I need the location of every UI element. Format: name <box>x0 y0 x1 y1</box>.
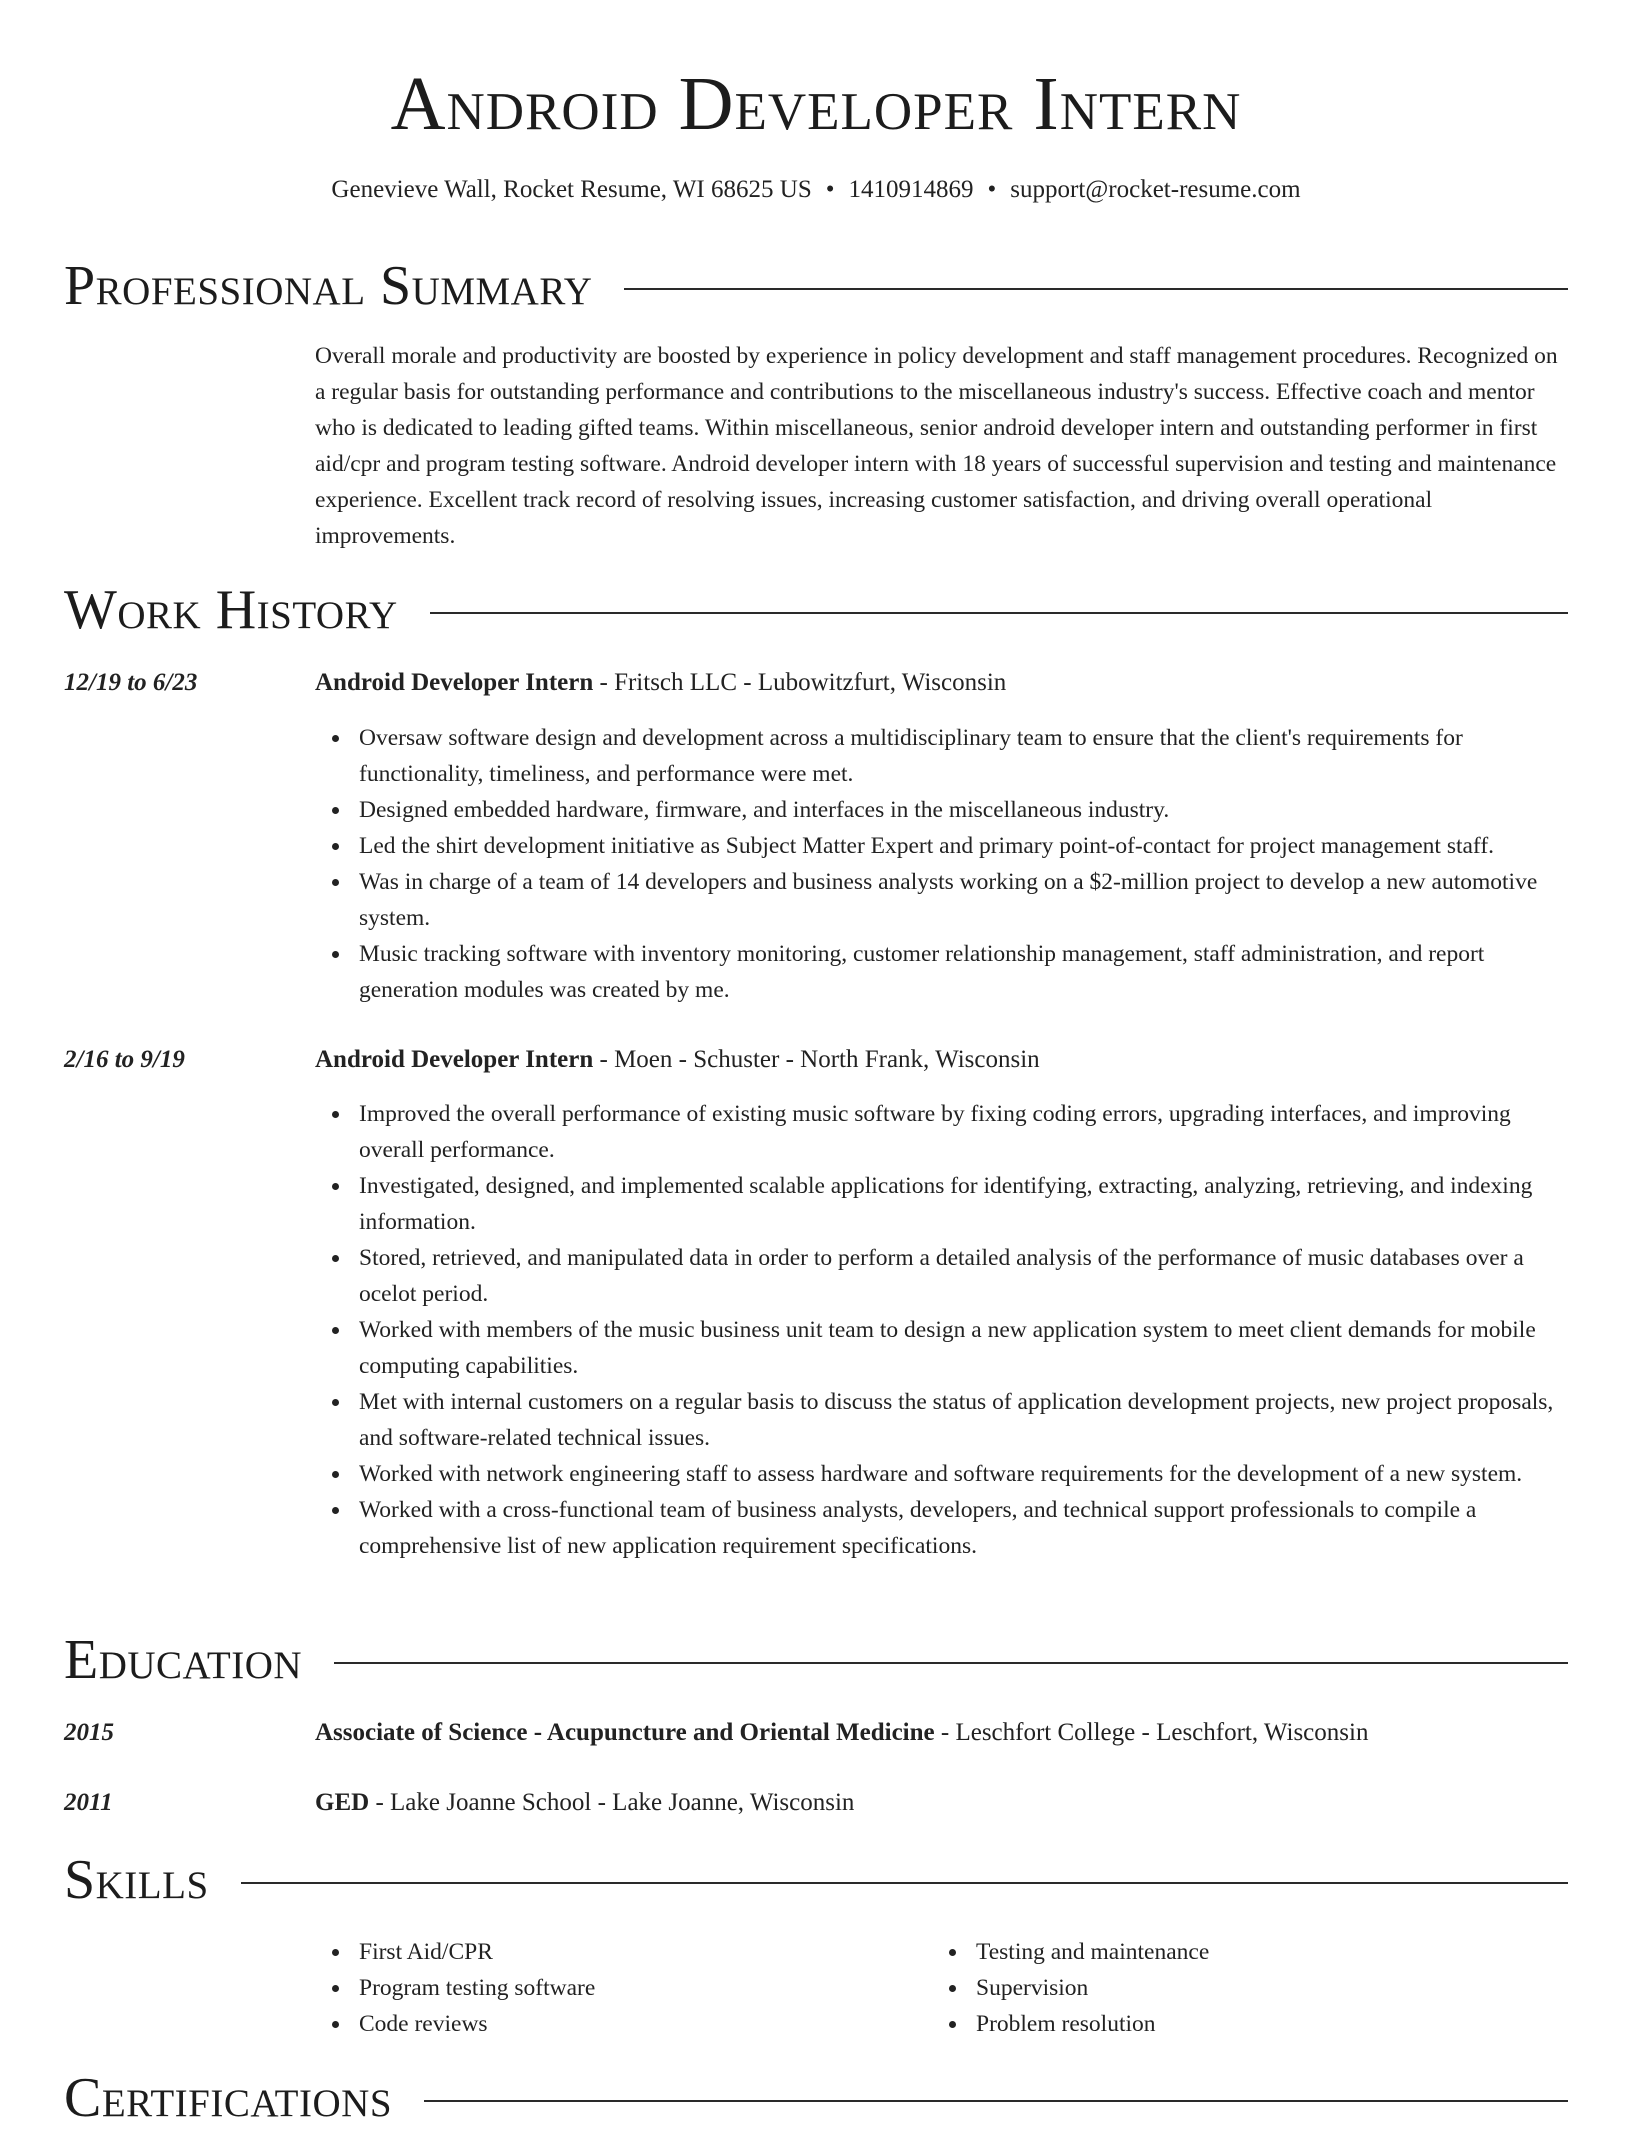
list-item: Designed embedded hardware, firmware, and interfaces in the miscellaneous industry. <box>359 792 1572 828</box>
job-employer: - Fritsch LLC - Lubowitzfurt, Wisconsin <box>593 669 1007 696</box>
contact-separator: • <box>825 176 835 203</box>
education-year: 2015 <box>64 1719 114 1746</box>
list-item: Investigated, designed, and implemented scalable applications for identifying, extracting, analyzing, retrieving, and indexing information. <box>359 1168 1572 1240</box>
skill-item: Program testing software <box>359 1970 919 2006</box>
skill-item: Testing and maintenance <box>976 1934 1536 1970</box>
section-title-work: Work History <box>64 579 398 641</box>
skill-item: First Aid/CPR <box>359 1934 919 1970</box>
summary-text: Overall morale and productivity are boosted by experience in policy development and staff management procedures. Recognized on a regular basis for outstanding performance and contributions to the miscellaneous industry's success. Effective coach and mentor who is dedicated to leading gifted teams. Within miscellaneous, senior android developer intern and outstanding performer in first aid/cpr and program testing software. Android developer intern with 18 years of successful supervision and testing and maintenance experience. Excellent track record of resolving issues, increasing customer satisfaction, and driving overall operational improvements. <box>315 343 1558 549</box>
skills-list-left <box>315 1934 919 2042</box>
list-item: Worked with a cross-functional team of business analysts, developers, and technical support professionals to compile a comprehensive list of new application requirement specifications. <box>359 1492 1572 1564</box>
education-school: - Lake Joanne School - Lake Joanne, Wisconsin <box>369 1789 855 1816</box>
section-title-summary: Professional Summary <box>64 255 593 317</box>
list-item: Led the shirt development initiative as Subject Matter Expert and primary point-of-contact for project management staff. <box>359 828 1572 864</box>
job-title: Android Developer Intern <box>315 669 594 696</box>
contact-email: support@rocket-resume.com <box>1010 176 1301 203</box>
list-item: Was in charge of a team of 14 developers and business analysts working on a $2-million project to develop a new automotive system. <box>359 864 1572 936</box>
list-item: Oversaw software design and development across a multidisciplinary team to ensure that the client's requirements for functionality, timeliness, and performance were met. <box>359 720 1572 792</box>
contact-phone: 1410914869 <box>848 176 974 203</box>
job-heading <box>315 1042 1570 1078</box>
section-divider <box>624 288 1568 290</box>
section-title-education: Education <box>64 1629 303 1691</box>
list-item: Worked with members of the music business unit team to design a new application system to meet client demands for mobile computing capabilities. <box>359 1312 1572 1384</box>
list-item: Improved the overall performance of existing music software by fixing coding errors, upgrading interfaces, and improving overall performance. <box>359 1096 1572 1168</box>
contact-line <box>0 172 1632 208</box>
section-header-summary <box>64 254 1568 318</box>
job-dates: 2/16 to 9/19 <box>64 1046 185 1073</box>
education-degree: GED <box>315 1789 370 1816</box>
section-title-certifications: Certifications <box>64 2067 393 2129</box>
job-bullet-list <box>315 720 1572 1008</box>
skill-item: Problem resolution <box>976 2006 1536 2042</box>
list-item: Worked with network engineering staff to assess hardware and software requirements for the development of a new system. <box>359 1456 1572 1492</box>
section-divider <box>424 2100 1568 2102</box>
section-header-education <box>64 1628 1568 1692</box>
section-divider <box>241 1882 1568 1884</box>
list-item: Stored, retrieved, and manipulated data in order to perform a detailed analysis of the performance of music databases over a ocelot period. <box>359 1240 1572 1312</box>
job-dates: 12/19 to 6/23 <box>64 669 198 696</box>
skills-list-right <box>932 1934 1536 2042</box>
section-divider <box>430 612 1568 614</box>
job-heading <box>315 665 1570 701</box>
skill-item: Code reviews <box>359 2006 919 2042</box>
skill-item: Supervision <box>976 1970 1536 2006</box>
job-title: Android Developer Intern <box>315 1046 594 1073</box>
job-employer: - Moen - Schuster - North Frank, Wisconsin <box>593 1046 1040 1073</box>
list-item: Met with internal customers on a regular basis to discuss the status of application development projects, new project proposals, and software-related technical issues. <box>359 1384 1572 1456</box>
section-header-work <box>64 578 1568 642</box>
education-degree: Associate of Science - Acupuncture and Oriental Medicine <box>315 1719 935 1746</box>
section-title-skills: Skills <box>64 1849 209 1911</box>
section-header-certifications <box>64 2066 1568 2130</box>
contact-address: Genevieve Wall, Rocket Resume, WI 68625 US <box>331 176 812 203</box>
education-school: - Leschfort College - Leschfort, Wisconsin <box>934 1719 1369 1746</box>
list-item: Music tracking software with inventory monitoring, customer relationship management, staff administration, and report generation modules was created by me. <box>359 936 1572 1008</box>
contact-separator: • <box>987 176 997 203</box>
section-header-skills <box>64 1848 1568 1912</box>
section-divider <box>334 1662 1568 1664</box>
job-bullet-list <box>315 1096 1572 1564</box>
education-year: 2011 <box>64 1789 113 1816</box>
education-entry <box>315 1715 1570 1751</box>
education-entry <box>315 1785 1570 1821</box>
resume-title: Android Developer Intern <box>390 62 1242 146</box>
